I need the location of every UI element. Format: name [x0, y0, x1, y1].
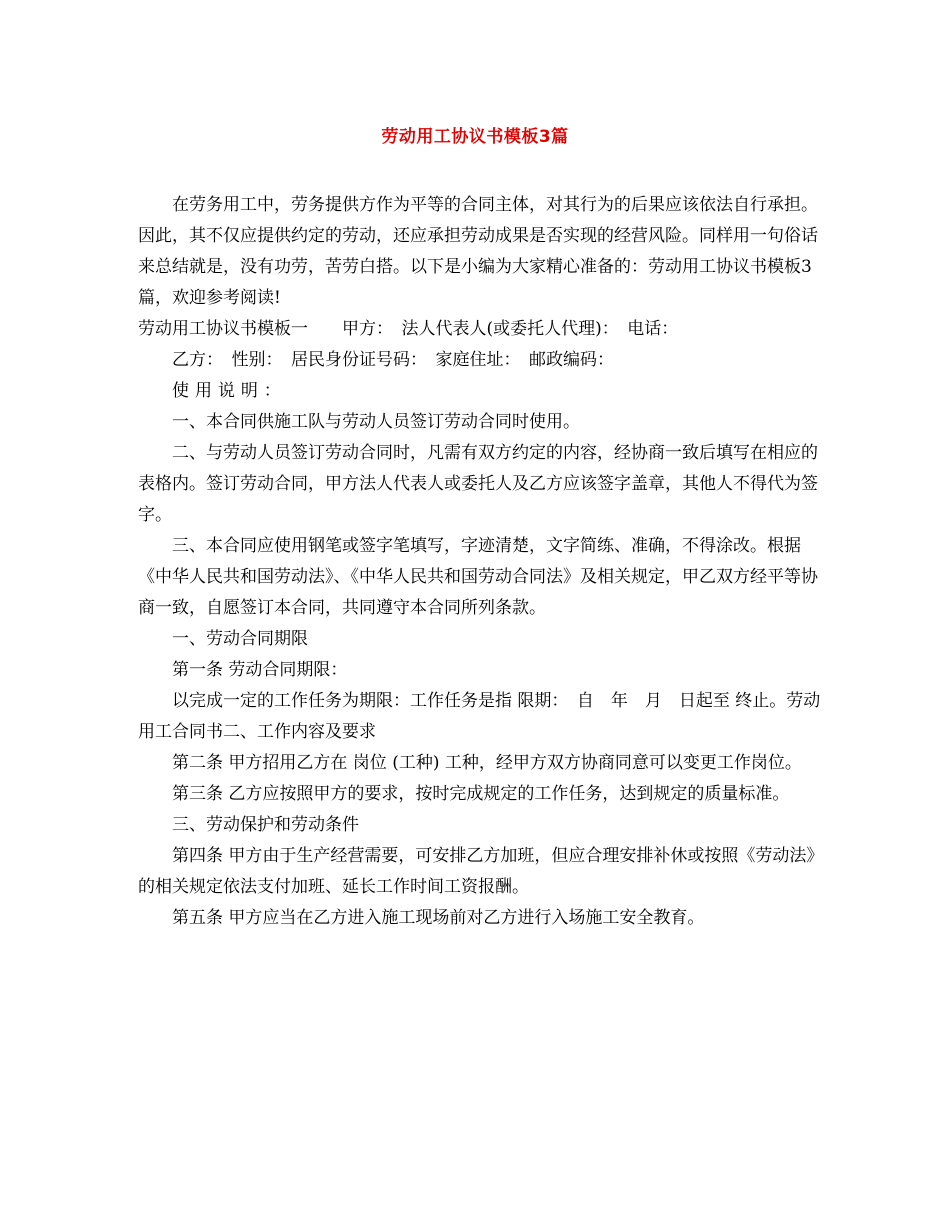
article-2: 第二条 甲方招用乙方在 岗位 (工种) 工种，经甲方双方协商同意可以变更工作岗位。	[172, 753, 802, 773]
paragraph-usage-heading: 使用说明：	[172, 381, 287, 401]
paragraph-party-b: 乙方： 性别： 居民身份证号码： 家庭住址： 邮政编码：	[172, 350, 614, 370]
article-1: 第一条 劳动合同期限：	[172, 660, 348, 680]
paragraph-usage-2: 二、与劳动人员签订劳动合同时，凡需有双方约定的内容，经协商一致后填写在相应的表格内。签订劳动合同，甲方法人代表人或委托人及乙方应该签字盖章，其他人不得代为签字。	[138, 443, 818, 525]
article-3: 第三条 乙方应按照甲方的要求，按时完成规定的工作任务，达到规定的质量标准。	[172, 784, 790, 804]
paragraph-usage-1: 一、本合同供施工队与劳动人员签订劳动合同时使用。	[172, 412, 580, 432]
article-5: 第五条 甲方应当在乙方进入施工现场前对乙方进行入场施工安全教育。	[172, 908, 705, 928]
paragraph-intro: 在劳务用工中，劳务提供方作为平等的合同主体，对其行为的后果应该依法自行承担。因此，其不仅应提供约定的劳动，还应承担劳动成果是否实现的经营风险。同样用一句俗话来总结就是，没有功劳，苦劳白搭。以下是小编为大家精心准备的：劳动用工协议书模板3篇，欢迎参考阅读!	[138, 195, 818, 308]
article-4: 第四条 甲方由于生产经营需要，可安排乙方加班，但应合理安排补休或按照《劳动法》的相关规定依法支付加班、延长工作时间工资报酬。	[138, 846, 824, 897]
article-1-detail: 以完成一定的工作任务为期限：工作任务是指 限期： 自 年 月 日起至 终止。劳动用工合同书二、工作内容及要求	[138, 691, 821, 742]
document-body	[138, 190, 828, 934]
section-heading-protection: 三、劳动保护和劳动条件	[172, 815, 359, 835]
section-heading-term: 一、劳动合同期限	[172, 629, 308, 649]
paragraph-usage-3: 三、本合同应使用钢笔或签字笔填写，字迹清楚，文字简练、准确，不得涂改。根据《中华人民共和国劳动法》、《中华人民共和国劳动合同法》及相关规定，甲乙双方经平等协商一致，自愿签订本合同，共同遵守本合同所列条款。	[138, 536, 818, 618]
paragraph-party-a: 劳动用工协议书模板一 甲方： 法人代表人(或委托人代理)： 电话：	[138, 319, 679, 339]
document-title: 劳动用工协议书模板3篇	[381, 127, 569, 147]
